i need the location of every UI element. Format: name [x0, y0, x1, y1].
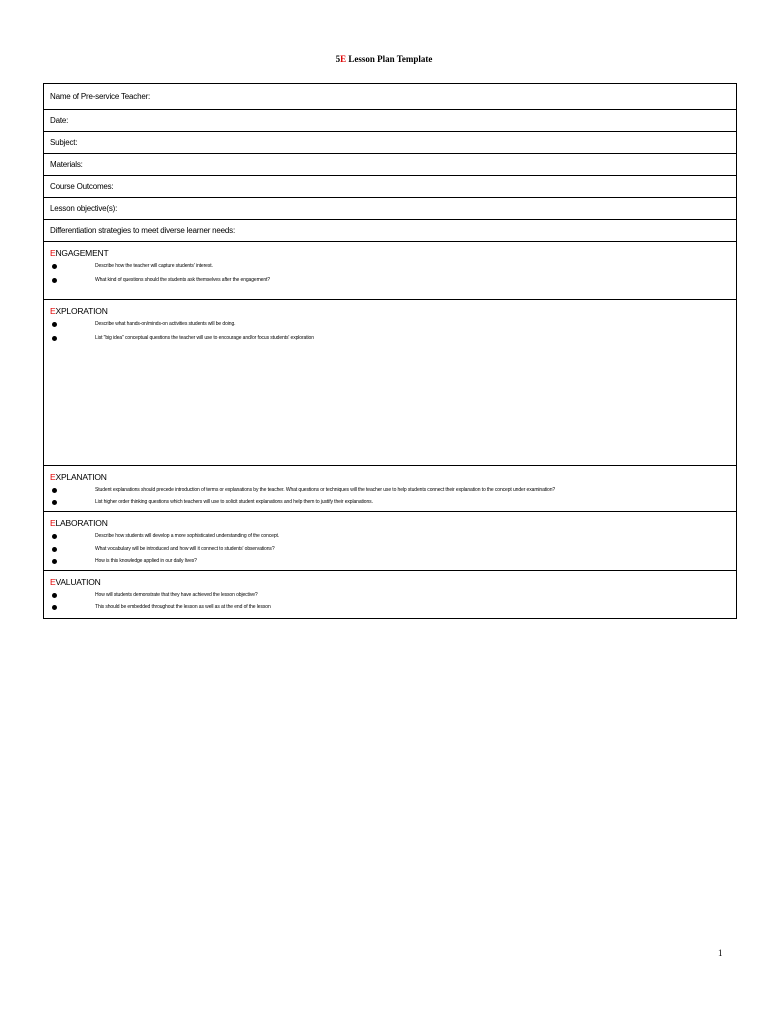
- field-row-differentiation[interactable]: [44, 220, 736, 242]
- section-heading: ENGAGEMENT: [50, 248, 109, 258]
- list-item: How is this knowledge applied in our daily lives?: [50, 556, 736, 569]
- list-item: Describe how the teacher will capture students' interest.: [50, 261, 736, 275]
- field-row-subject[interactable]: [44, 132, 736, 154]
- document-title: [0, 54, 768, 64]
- bullet-icon: [52, 500, 57, 505]
- bullet-icon: [52, 264, 57, 269]
- page-number: 1: [718, 948, 723, 958]
- section-heading: EVALUATION: [50, 577, 101, 587]
- list-item: What kind of questions should the students ask themselves after the engagement?: [50, 275, 736, 289]
- title-rest: Lesson Plan Template: [346, 54, 433, 64]
- bullet-icon: [52, 605, 57, 610]
- field-label: Differentiation strategies to meet diverse learner needs:: [50, 226, 236, 235]
- section-evaluation[interactable]: [44, 571, 736, 618]
- bullet-icon: [52, 559, 57, 564]
- list-item: This should be embedded throughout the lesson as well as at the end of the lesson: [50, 602, 736, 614]
- list-item: List "big idea" conceptual questions the teacher will use to encourage and/or focus students' exploration: [50, 333, 736, 347]
- field-label: Name of Pre-service Teacher:: [50, 92, 151, 101]
- list-item: List higher order thinking questions which teachers will use to solicit student explanations and help them to justify their explanations.: [50, 497, 736, 509]
- field-row-materials[interactable]: [44, 154, 736, 176]
- field-row-course-outcomes[interactable]: [44, 176, 736, 198]
- bullet-icon: [52, 322, 57, 327]
- field-row-date[interactable]: [44, 110, 736, 132]
- list-item: Describe what hands-on/minds-on activities students will be doing.: [50, 319, 736, 333]
- section-explanation[interactable]: [44, 466, 736, 512]
- section-heading: ELABORATION: [50, 518, 108, 528]
- field-label: Course Outcomes:: [50, 182, 114, 191]
- field-label: Date:: [50, 116, 69, 125]
- field-label: Subject:: [50, 138, 78, 147]
- bullet-icon: [52, 547, 57, 552]
- section-heading: EXPLANATION: [50, 472, 107, 482]
- list-item: What vocabulary will be introduced and how will it connect to students' observations?: [50, 544, 736, 557]
- field-label: Lesson objective(s):: [50, 204, 118, 213]
- field-row-teacher-name[interactable]: [44, 84, 736, 110]
- bullet-icon: [52, 534, 57, 539]
- section-engagement[interactable]: [44, 242, 736, 300]
- list-item: Describe how students will develop a more sophisticated understanding of the concept.: [50, 531, 736, 544]
- section-heading: EXPLORATION: [50, 306, 108, 316]
- section-exploration[interactable]: [44, 300, 736, 466]
- bullet-icon: [52, 593, 57, 598]
- field-label: Materials:: [50, 160, 83, 169]
- section-elaboration[interactable]: [44, 512, 736, 571]
- list-item: Student explanations should precede introduction of terms or explanations by the teacher. What questions or techniques will the teacher use to help students connect their explanation to the concept under examination?: [50, 485, 736, 497]
- bullet-icon: [52, 278, 57, 283]
- bullet-icon: [52, 488, 57, 493]
- title-red-letter: E: [340, 54, 347, 64]
- list-item: How will students demonstrate that they have achieved the lesson objective?: [50, 590, 736, 602]
- field-row-lesson-objectives[interactable]: [44, 198, 736, 220]
- lesson-plan-table: [43, 83, 737, 619]
- bullet-icon: [52, 336, 57, 341]
- title-prefix: 5: [335, 54, 341, 64]
